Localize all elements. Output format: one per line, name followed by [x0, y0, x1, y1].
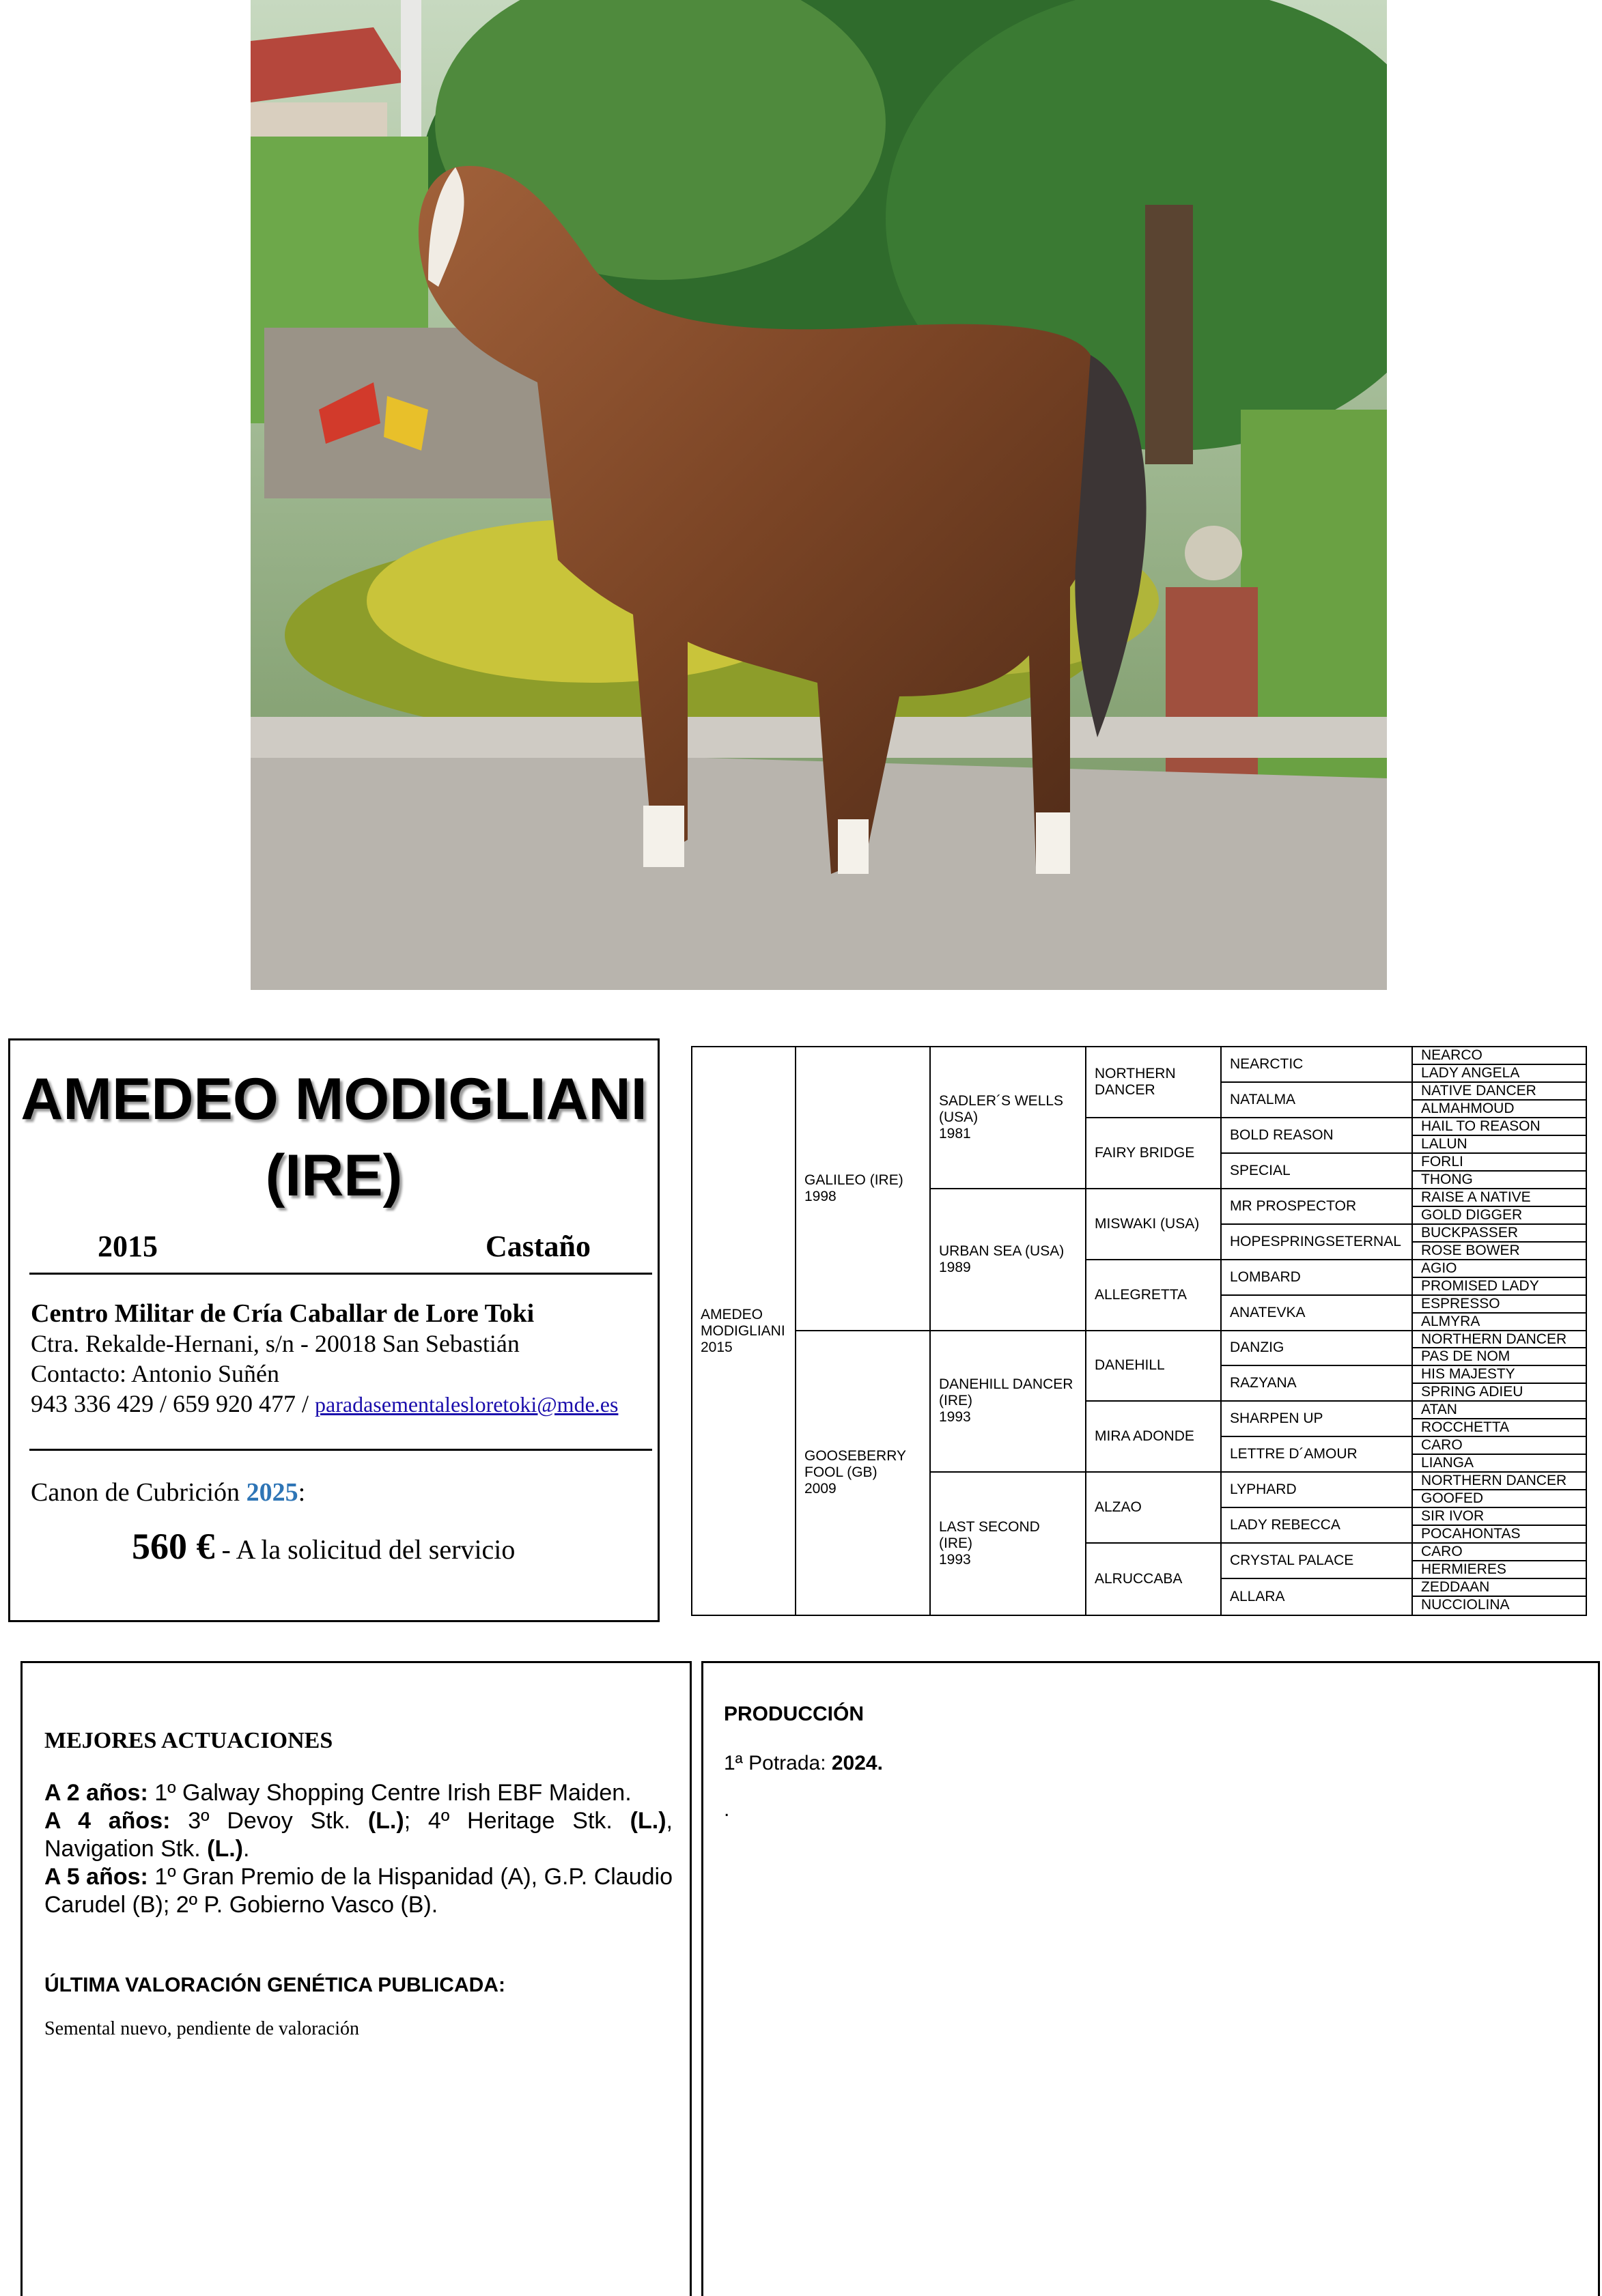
canon-year: 2025	[246, 1478, 298, 1507]
pedigree-gen6-cell: ESPRESSO	[1413, 1296, 1587, 1314]
pedigree-gen4-cell: DANEHILL	[1086, 1331, 1222, 1402]
pedigree-gen6-cell: PAS DE NOM	[1413, 1348, 1587, 1366]
pedigree-gen6-cell: HAIL TO REASON	[1413, 1118, 1587, 1136]
pedigree-gen6-cell: GOOFED	[1413, 1490, 1587, 1508]
pedigree-gen6-cell: HIS MAJESTY	[1413, 1366, 1587, 1384]
pedigree-gen6-cell: RAISE A NATIVE	[1413, 1189, 1587, 1207]
contact-block	[31, 1299, 618, 1419]
performance-text: 3º Devoy Stk.	[170, 1808, 368, 1834]
performance-text: (L.)	[207, 1836, 243, 1862]
pedigree-gen6-cell: GOLD DIGGER	[1413, 1207, 1587, 1225]
pedigree-gen5-cell: NEARCTIC	[1222, 1047, 1413, 1083]
pedigree-gen3-cell: LAST SECOND (IRE) 1993	[931, 1473, 1086, 1615]
price-amount: 560 €	[132, 1526, 215, 1567]
pedigree-gen6-cell: SIR IVOR	[1413, 1508, 1587, 1526]
pedigree-gen4-cell: ALRUCCABA	[1086, 1544, 1222, 1615]
pedigree-gen6-cell: CARO	[1413, 1544, 1587, 1561]
pedigree-gen4-cell: FAIRY BRIDGE	[1086, 1118, 1222, 1189]
contact-person: Contacto: Antonio Suñén	[31, 1360, 279, 1387]
pedigree-gen2-cell: GALILEO (IRE) 1998	[796, 1047, 931, 1331]
genetic-heading: ÚLTIMA VALORACIÓN GENÉTICA PUBLICADA:	[44, 1974, 505, 1996]
pedigree-gen4-cell: MIRA ADONDE	[1086, 1402, 1222, 1473]
performance-row	[44, 1863, 673, 1919]
horse-year: 2015	[98, 1230, 158, 1263]
horse-name-block	[10, 1061, 658, 1214]
divider	[29, 1449, 652, 1451]
performance-text: (L.)	[367, 1808, 404, 1834]
pedigree-gen6-cell: POCAHONTAS	[1413, 1526, 1587, 1544]
pedigree-gen6-cell: NORTHERN DANCER	[1413, 1473, 1587, 1490]
price-note: - A la solicitud del servicio	[221, 1534, 516, 1565]
pedigree-gen6-cell: LIANGA	[1413, 1455, 1587, 1473]
pedigree-gen6-cell: ROCCHETTA	[1413, 1419, 1587, 1437]
pedigree-gen6-cell: ZEDDAAN	[1413, 1579, 1587, 1597]
pedigree-gen3-cell: URBAN SEA (USA) 1989	[931, 1189, 1086, 1331]
pedigree-gen5-cell: LYPHARD	[1222, 1473, 1413, 1508]
pedigree-gen3-cell: SADLER´S WELLS (USA) 1981	[931, 1047, 1086, 1189]
production-heading: PRODUCCIÓN	[724, 1703, 865, 1725]
pedigree-gen6-cell: CARO	[1413, 1437, 1587, 1455]
first-foal-label: 1ª Potrada:	[724, 1752, 832, 1774]
pedigree-gen5-cell: NATALMA	[1222, 1083, 1413, 1118]
pedigree-gen6-cell: FORLI	[1413, 1154, 1587, 1172]
pedigree-gen6-cell: PROMISED LADY	[1413, 1278, 1587, 1296]
pedigree-gen6-cell: ALMYRA	[1413, 1314, 1587, 1331]
performance-age: A 2 años:	[44, 1780, 148, 1806]
production-note: .	[724, 1798, 730, 1821]
pedigree-gen6-cell: ALMAHMOUD	[1413, 1101, 1587, 1118]
horse-origin: (IRE)	[265, 1143, 403, 1208]
breeding-center: Centro Militar de Cría Caballar de Lore Toki	[31, 1299, 535, 1328]
pedigree-gen6-cell: ATAN	[1413, 1402, 1587, 1419]
address: Ctra. Rekalde-Hernani, s/n - 20018 San Sebastián	[31, 1330, 520, 1357]
pedigree-table	[691, 1046, 1587, 1616]
pedigree-gen4-cell: ALLEGRETTA	[1086, 1260, 1222, 1331]
performance-heading: MEJORES ACTUACIONES	[44, 1728, 333, 1753]
canon-label-row	[31, 1477, 305, 1507]
pedigree-gen6-cell: NEARCO	[1413, 1047, 1587, 1065]
performance-text: 1º Galway Shopping Centre Irish EBF Maiden.	[147, 1780, 632, 1806]
performance-row	[44, 1807, 673, 1863]
horse-info-box	[8, 1038, 660, 1622]
pedigree-gen5-cell: LETTRE D´AMOUR	[1222, 1437, 1413, 1473]
pedigree-gen5-cell: HOPESPRINGSETERNAL	[1222, 1225, 1413, 1260]
genetic-value: Semental nuevo, pendiente de valoración	[44, 2018, 360, 2039]
pedigree-gen6-cell: SPRING ADIEU	[1413, 1384, 1587, 1402]
performance-text: (L.)	[630, 1808, 666, 1834]
pedigree-gen5-cell: ALLARA	[1222, 1579, 1413, 1615]
pedigree-gen5-cell: RAZYANA	[1222, 1366, 1413, 1402]
pedigree-gen5-cell: BOLD REASON	[1222, 1118, 1413, 1154]
canon-colon: :	[298, 1478, 306, 1507]
pedigree-gen5-cell: MR PROSPECTOR	[1222, 1189, 1413, 1225]
pedigree-gen6-cell: THONG	[1413, 1172, 1587, 1189]
pedigree-gen4-cell: NORTHERN DANCER	[1086, 1047, 1222, 1118]
pedigree-gen5-cell: ANATEVKA	[1222, 1296, 1413, 1331]
email-link[interactable]: paradasementalesloretoki@mde.es	[315, 1392, 619, 1417]
performance-age: A 5 años:	[44, 1864, 148, 1890]
pedigree-gen5-cell: SHARPEN UP	[1222, 1402, 1413, 1437]
horse-photo	[251, 0, 1387, 990]
price-row	[132, 1525, 515, 1568]
pedigree-gen5-cell: DANZIG	[1222, 1331, 1413, 1367]
performance-text: .	[242, 1836, 250, 1862]
pedigree-gen4-cell: MISWAKI (USA)	[1086, 1189, 1222, 1260]
pedigree-gen5-cell: SPECIAL	[1222, 1154, 1413, 1189]
pedigree-gen6-cell: ROSE BOWER	[1413, 1243, 1587, 1260]
horse-name: AMEDEO MODIGLIANI	[20, 1066, 647, 1132]
performance-row	[44, 1779, 673, 1807]
pedigree-gen6-cell: AGIO	[1413, 1260, 1587, 1278]
pedigree-gen5-cell: CRYSTAL PALACE	[1222, 1544, 1413, 1579]
phones: 943 336 429 / 659 920 477 /	[31, 1390, 309, 1417]
performance-list	[44, 1779, 673, 1919]
performance-text: ; 4º Heritage Stk.	[404, 1808, 630, 1834]
pedigree-gen5-cell: LADY REBECCA	[1222, 1508, 1413, 1544]
first-foal-value: 2024.	[831, 1752, 883, 1774]
performance-box	[20, 1661, 692, 2296]
pedigree-gen1-cell: AMEDEO MODIGLIANI 2015	[692, 1047, 796, 1615]
horse-coat: Castaño	[485, 1230, 591, 1263]
production-box	[701, 1661, 1600, 2296]
performance-age: A 4 años:	[44, 1808, 171, 1834]
performance-text: 1º Gran Premio de la Hispanidad (A), G.P. Claudio Carudel (B); 2º P. Gobierno Vasco (B).	[44, 1864, 673, 1918]
pedigree-gen6-cell: LALUN	[1413, 1136, 1587, 1154]
performance-text: , Navigation Stk.	[44, 1808, 673, 1862]
pedigree-gen6-cell: NUCCIOLINA	[1421, 1597, 1510, 1613]
year-coat-row	[29, 1229, 652, 1275]
pedigree-gen3-cell: DANEHILL DANCER (IRE) 1993	[931, 1331, 1086, 1473]
pedigree-gen5-cell: LOMBARD	[1222, 1260, 1413, 1296]
pedigree-gen6-cell: HERMIERES	[1413, 1561, 1587, 1579]
pedigree-gen6-cell: NORTHERN DANCER	[1413, 1331, 1587, 1349]
first-foal-line	[724, 1752, 883, 1775]
pedigree-gen2-cell: GOOSEBERRY FOOL (GB) 2009	[796, 1331, 931, 1615]
pedigree-gen6-cell: BUCKPASSER	[1413, 1225, 1587, 1243]
pedigree-gen4-cell: ALZAO	[1086, 1473, 1222, 1544]
pedigree-gen6-cell: NATIVE DANCER	[1413, 1083, 1587, 1101]
canon-label: Canon de Cubrición	[31, 1478, 240, 1507]
pedigree-gen6-cell: LADY ANGELA	[1413, 1065, 1587, 1083]
